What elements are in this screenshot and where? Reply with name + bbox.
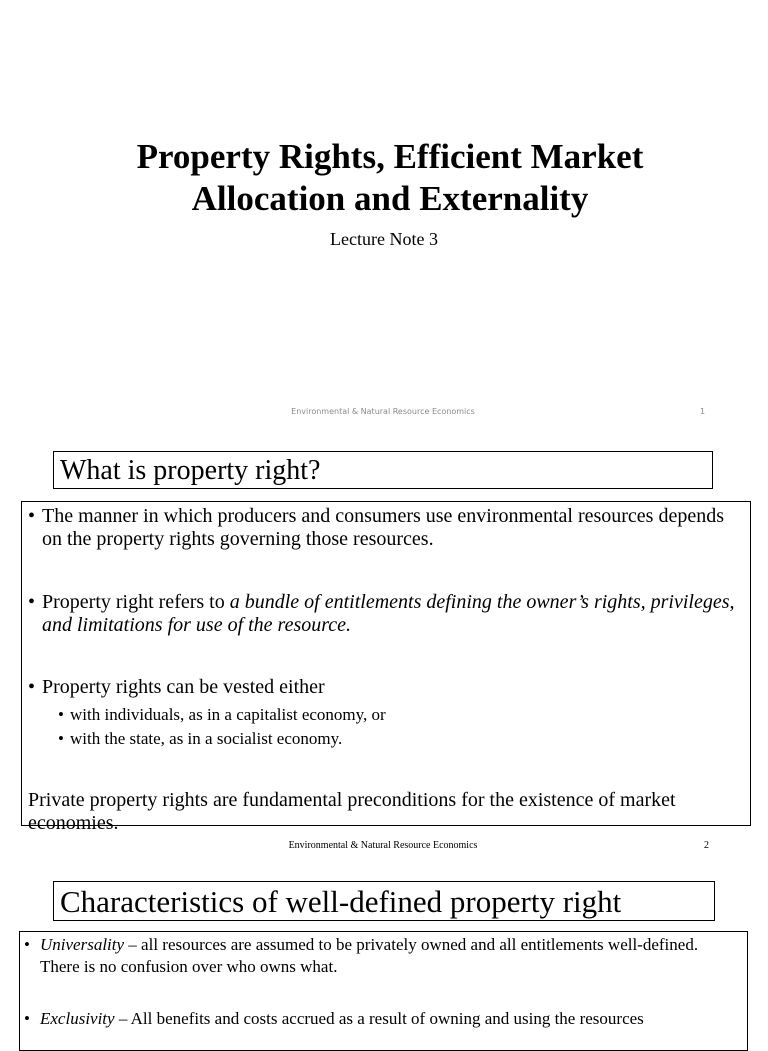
bullet-item — [24, 934, 736, 978]
bullet-item — [28, 676, 744, 699]
slide-3-body-box — [19, 931, 748, 1051]
bullet-text-italic: a bundle of entitlements defining the owner’s rights, privileges, and limitations for use of the resource. — [42, 591, 735, 636]
bullet-icon: • — [58, 705, 64, 724]
bullet-definition: – All benefits and costs accrued as a result of owning and using the resources — [114, 1009, 644, 1028]
slide-1-footer: Environmental & Natural Resource Economics — [291, 407, 475, 416]
sub-bullet-item — [58, 704, 738, 725]
bullet-text: The manner in which producers and consumers use environmental resources depends on the property rights governing those resources. — [42, 505, 725, 550]
slide-2-title: What is property right? — [60, 455, 321, 486]
bullet-text — [42, 591, 744, 637]
closing-text: Private property rights are fundamental preconditions for the existence of market economies. — [28, 789, 676, 834]
bullet-term: Exclusivity — [40, 1009, 115, 1028]
sub-bullet-text: with individuals, as in a capitalist economy, or — [70, 705, 386, 724]
slide-3-title-box — [53, 881, 715, 921]
slide-3-title: Characteristics of well-defined property right — [60, 884, 622, 919]
slide-2-title-box — [53, 451, 713, 489]
bullet-icon: • — [24, 935, 30, 954]
slide-2-body-box — [21, 501, 751, 834]
bullet-item — [28, 591, 744, 637]
bullet-text-plain: Property right refers to — [42, 591, 230, 613]
slide-2-page-number: 2 — [704, 840, 709, 851]
bullet-text: Property rights can be vested either — [42, 676, 325, 698]
slide-1-subtitle: Lecture Note 3 — [330, 229, 438, 249]
bullet-definition: – all resources are assumed to be privately owned and all entitlements well-defined. There is no confusion over who owns what. — [40, 935, 699, 976]
sub-bullet-text: with the state, as in a socialist economy. — [70, 729, 343, 748]
slide-2-footer: Environmental & Natural Resource Economics — [288, 840, 478, 851]
bullet-text — [40, 934, 736, 978]
title-line-1: Property Rights, Efficient Market — [136, 137, 644, 176]
bullet-term: Universality — [40, 935, 125, 954]
sub-bullet-item — [58, 728, 738, 749]
bullet-icon: • — [28, 591, 36, 613]
slide-1-page-number: 1 — [700, 407, 706, 416]
slide-1-title — [60, 136, 720, 220]
bullet-item — [24, 1008, 736, 1030]
bullet-icon: • — [28, 676, 36, 698]
bullet-icon: • — [58, 729, 64, 748]
bullet-icon: • — [24, 1009, 30, 1028]
bullet-text — [40, 1008, 736, 1030]
bullet-icon: • — [28, 505, 36, 527]
bullet-item — [28, 505, 744, 551]
title-line-2: Allocation and Externality — [191, 179, 589, 218]
